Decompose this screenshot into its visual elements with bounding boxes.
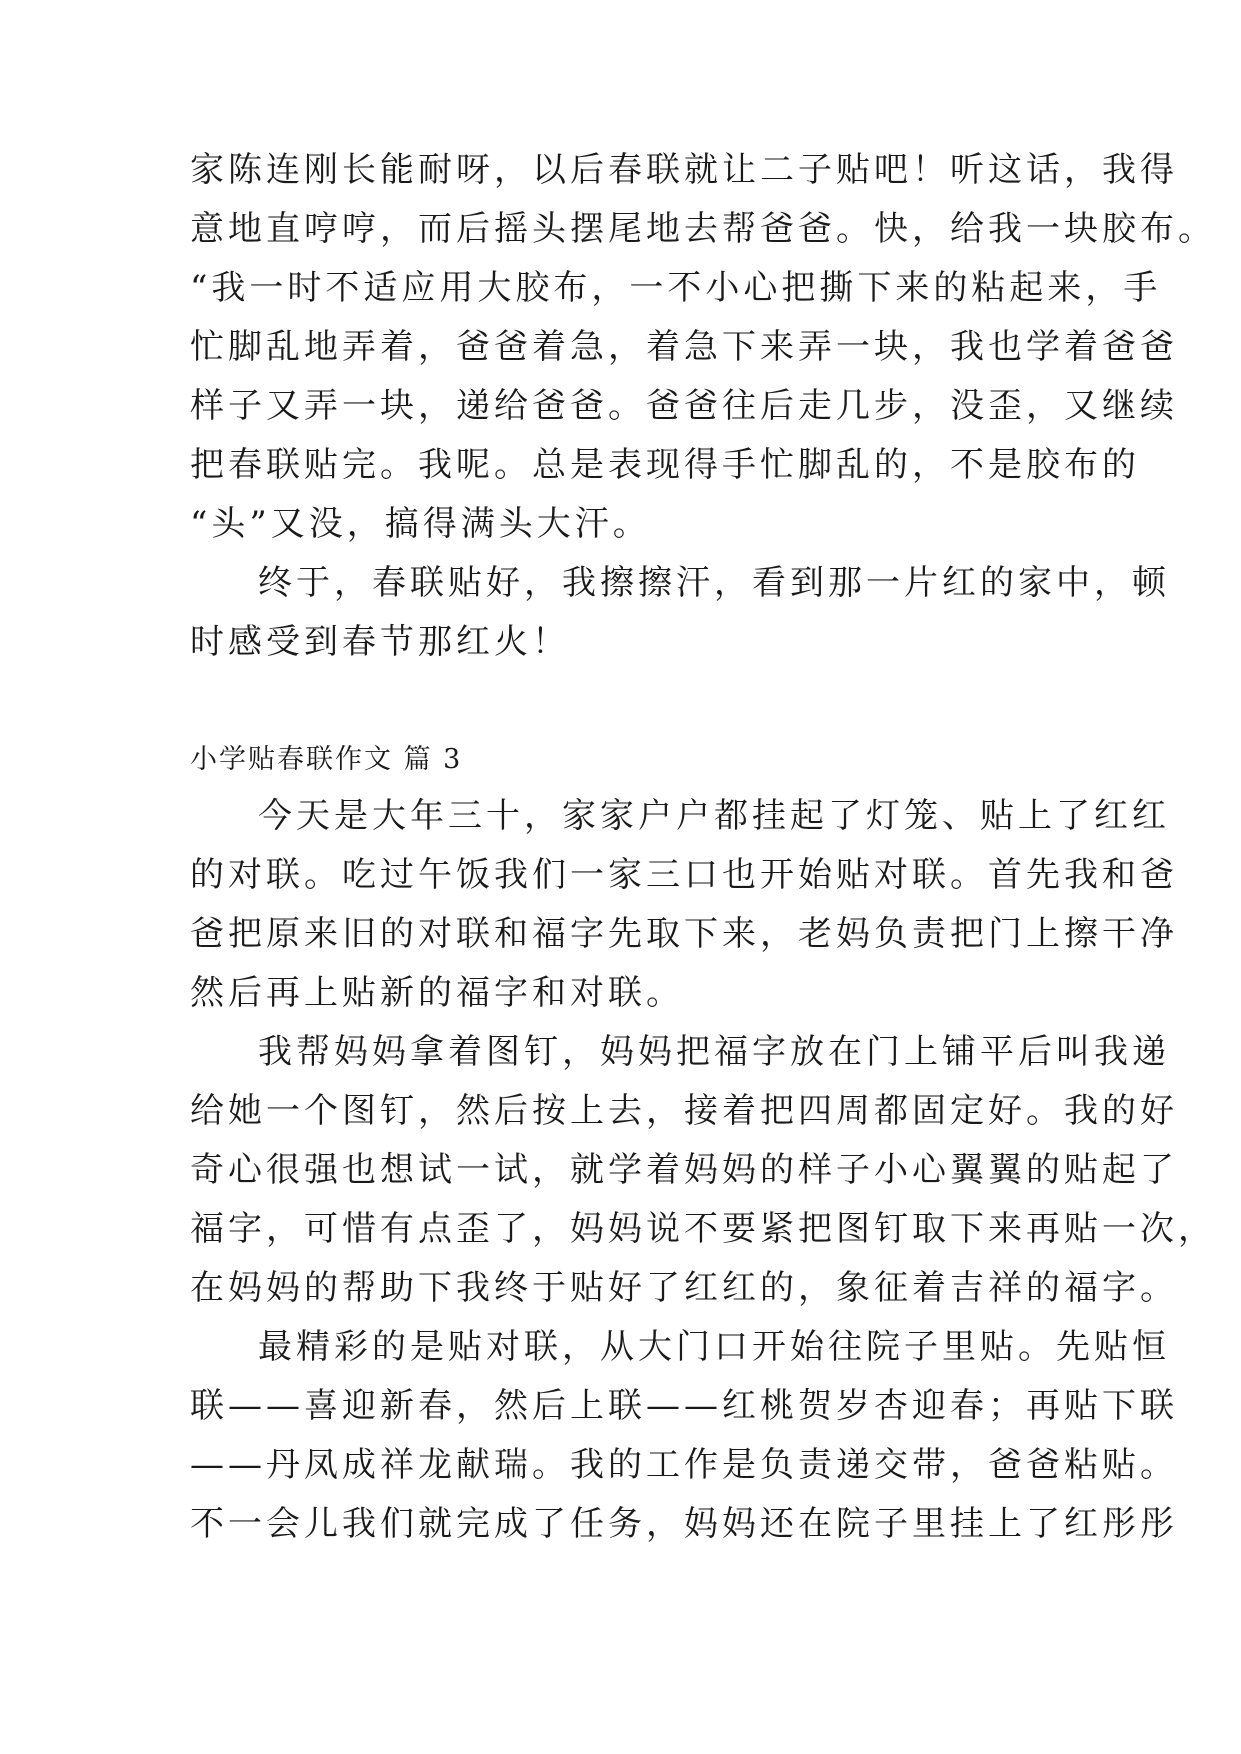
text-line: ——丹凤成祥龙献瑞。我的工作是负责递交带，爸爸粘贴。 xyxy=(190,1445,1178,1485)
text-line: 联——喜迎新春，然后上联——红桃贺岁杏迎春；再贴下联 xyxy=(190,1386,1178,1426)
text-line: “我一时不适应用大胶布，一不小心把撕下来的粘起来，手 xyxy=(190,268,1162,308)
text-line: 奇心很强也想试一试，就学着妈妈的样子小心翼翼的贴起了 xyxy=(190,1150,1178,1190)
text-line: 我帮妈妈拿着图钉，妈妈把福字放在门上铺平后叫我递 xyxy=(258,1032,1170,1072)
text-line: 家陈连刚长能耐呀，以后春联就让二子贴吧！听这话，我得 xyxy=(190,150,1178,190)
text-line: 最精彩的是贴对联，从大门口开始往院子里贴。先贴恒 xyxy=(258,1327,1170,1367)
text-line: 福字，可惜有点歪了，妈妈说不要紧把图钉取下来再贴一次， xyxy=(190,1209,1216,1249)
text-line: 今天是大年三十，家家户户都挂起了灯笼、贴上了红红 xyxy=(258,796,1170,836)
text-line: 时感受到春节那红火！ xyxy=(190,622,570,662)
text-line: 在妈妈的帮助下我终于贴好了红红的，象征着吉祥的福字。 xyxy=(190,1268,1178,1308)
text-line: 给她一个图钉，然后按上去，接着把四周都固定好。我的好 xyxy=(190,1091,1178,1131)
section-title: 小学贴春联作文 篇 3 xyxy=(190,744,463,775)
text-line: 忙脚乱地弄着，爸爸着急，着急下来弄一块，我也学着爸爸 xyxy=(190,327,1178,367)
text-line: “头”又没，搞得满头大汗。 xyxy=(190,504,651,544)
text-line: 把春联贴完。我呢。总是表现得手忙脚乱的，不是胶布的 xyxy=(190,445,1140,485)
text-line: 意地直哼哼，而后摇头摆尾地去帮爸爸。快，给我一块胶布。 xyxy=(190,209,1216,249)
text-line: 终于，春联贴好，我擦擦汗，看到那一片红的家中，顿 xyxy=(258,563,1170,603)
text-line: 然后再上贴新的福字和对联。 xyxy=(190,973,684,1013)
text-line: 的对联。吃过午饭我们一家三口也开始贴对联。首先我和爸 xyxy=(190,855,1178,895)
text-line: 不一会儿我们就完成了任务，妈妈还在院子里挂上了红彤彤 xyxy=(190,1504,1178,1544)
text-line: 样子又弄一块，递给爸爸。爸爸往后走几步，没歪，又继续 xyxy=(190,386,1178,426)
text-line: 爸把原来旧的对联和福字先取下来，老妈负责把门上擦干净 xyxy=(190,914,1178,954)
